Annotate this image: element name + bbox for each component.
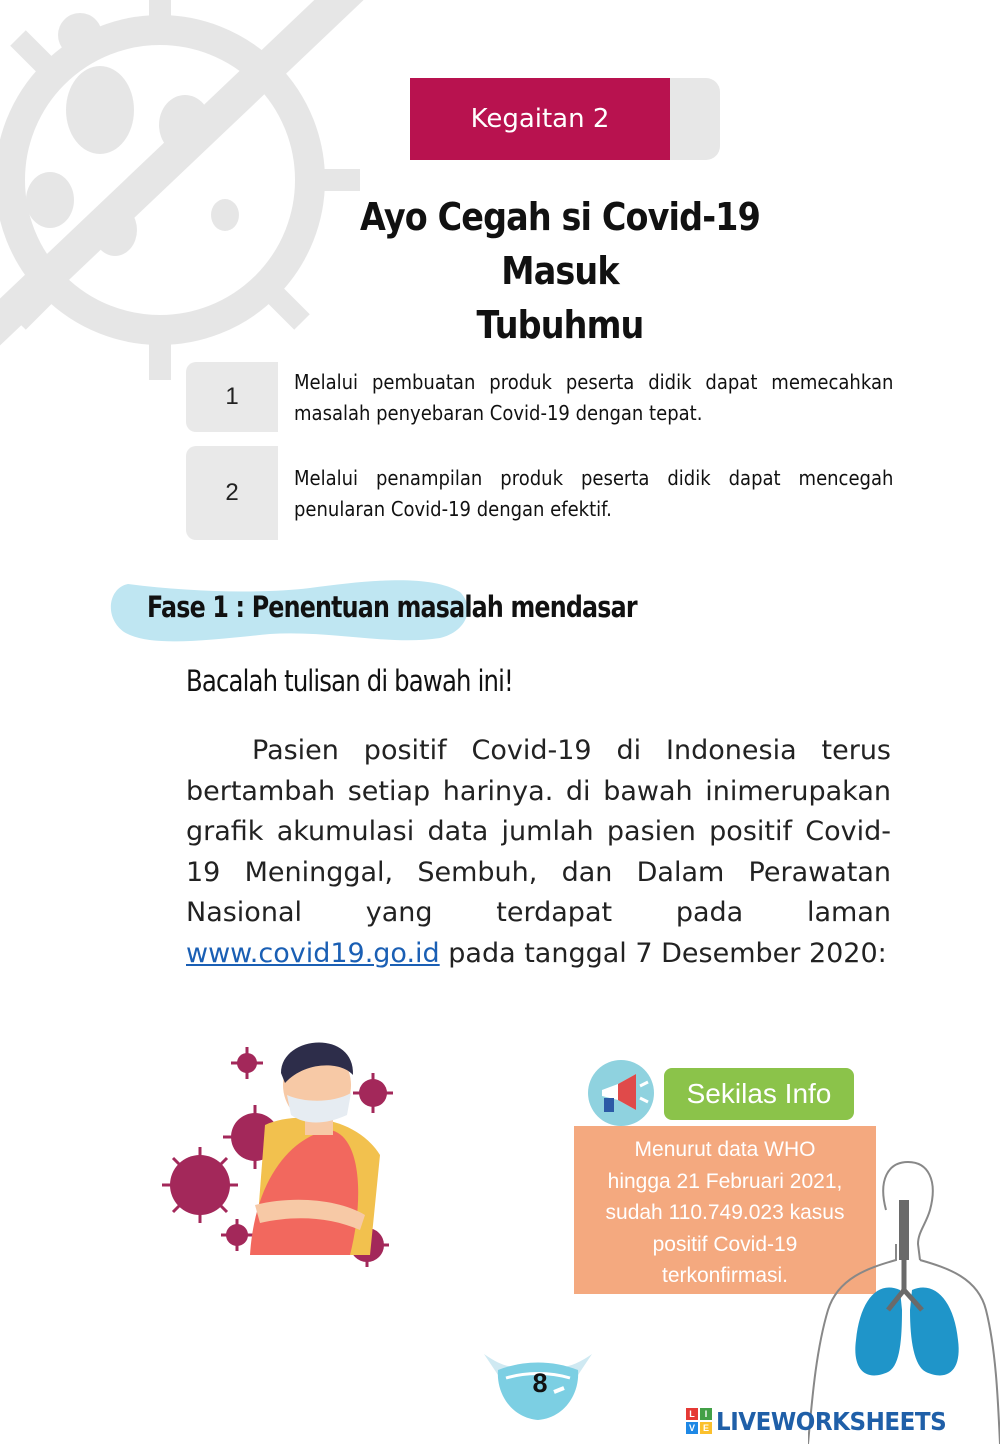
objective-number-1: 1 — [186, 362, 278, 432]
activity-badge: Kegaitan 2 — [410, 78, 670, 160]
liveworksheets-logo-icon — [686, 1408, 712, 1434]
person-with-mask-illustration — [155, 1025, 405, 1295]
info-line: hingga 21 Februari 2021, — [607, 1169, 843, 1193]
logo-letter: I — [700, 1408, 712, 1420]
logo-letter: V — [686, 1422, 698, 1434]
liveworksheets-logo[interactable] — [686, 1402, 966, 1440]
logo-letter: L — [686, 1408, 698, 1420]
paragraph-text-end: pada tanggal 7 Desember 2020: — [439, 937, 887, 969]
virus-watermark-icon — [0, 0, 380, 400]
covid-website-link[interactable]: www.covid19.go.id — [186, 937, 440, 969]
info-line: terkonfirmasi. — [661, 1264, 789, 1287]
objective-text-1: Melalui pembuatan produk peserta didik dapat memecahkan masalah penyebaran Covid-19 dengan tepat. — [294, 370, 894, 425]
logo-letter: E — [700, 1422, 712, 1434]
body-paragraph — [186, 731, 891, 974]
title-line-1: Ayo Cegah si Covid-19 Masuk — [360, 195, 760, 293]
objective-number-2: 2 — [186, 446, 278, 540]
sekilas-info-label: Sekilas Info — [664, 1068, 854, 1120]
phase-heading: Fase 1 : Penentuan masalah mendasar — [147, 590, 637, 624]
paragraph-text-start: Pasien positif Covid-19 di Indonesia terus bertambah setiap harinya. di bawah inimerupakan grafik akumulasi data jumlah pasien positif Covid-19 Meninggal, Sembuh, dan Dalam Perawatan Nasional yang terdapat pada laman — [186, 735, 891, 928]
title-line-2: Tubuhmu — [476, 303, 644, 347]
info-line: sudah 110.749.023 kasus — [605, 1201, 845, 1224]
page-number: 8 — [532, 1368, 548, 1398]
page-title — [331, 190, 789, 352]
megaphone-icon — [588, 1060, 654, 1126]
objective-text-2: Melalui penampilan produk peserta didik dapat mencegah penularan Covid-19 dengan efektif. — [294, 466, 894, 521]
reading-instruction: Bacalah tulisan di bawah ini! — [186, 664, 513, 698]
liveworksheets-brand-text: LIVEWORKSHEETS — [716, 1406, 947, 1436]
info-line: Menurut data WHO — [634, 1138, 816, 1161]
info-line: positif Covid-19 — [652, 1232, 798, 1256]
